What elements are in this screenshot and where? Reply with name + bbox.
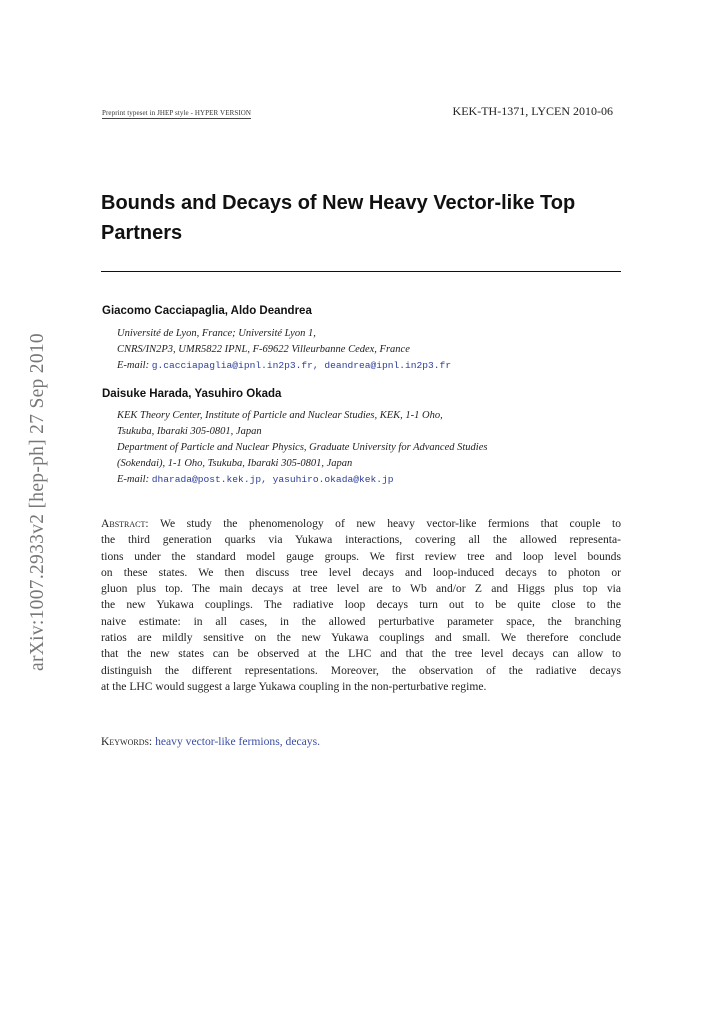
abstract-line: Abstract: We study the phenomenology of new heavy vector-like fermions that couple to [101,517,621,530]
affiliation-line: Department of Particle and Nuclear Physics, Graduate University for Advanced Studies [117,442,488,453]
affiliation-line: KEK Theory Center, Institute of Particle and Nuclear Studies, KEK, 1-1 Oho, [117,410,443,421]
email-line [117,472,617,488]
affiliation-line: Université de Lyon, France; Université Lyon 1, [117,328,316,339]
abstract-line: that the new states can be observed at the LHC and that the tree level decays can allow to [101,647,621,661]
abstract-line: distinguish the different representations. Moreover, the observation of the radiative decays [101,663,621,677]
abstract-line: ratios are mildly sensitive on the new Yukawa couplings and small. We therefore conclude [101,631,621,645]
author-names-2: Daisuke Harada, Yasuhiro Okada [102,388,282,400]
keywords [101,735,320,748]
title-rule [101,271,621,272]
title-line-1: Bounds and Decays of New Heavy Vector-like Top [101,192,576,214]
affiliation-block-2 [117,408,617,488]
title-line-2: Partners [101,222,183,244]
email-label: E-mail: [117,360,150,371]
arxiv-stamp: arXiv:1007.2933v2 [hep-ph] 27 Sep 2010 [27,333,48,671]
email-label: E-mail: [117,474,150,485]
abstract-line: tions under the standard model gauge groups. We first review tree and loop level bounds [101,549,621,563]
email-line [117,358,617,374]
paper-title [101,188,621,248]
email-link[interactable]: g.cacciapaglia@ipnl.in2p3.fr, deandrea@ipnl.in2p3.fr [151,360,452,371]
preprint-note: Preprint typeset in JHEP style - HYPER VERSION [102,109,252,117]
keywords-link[interactable]: heavy vector-like fermions, decays. [155,735,320,748]
abstract [101,516,621,695]
abstract-line: the third generation quarks via Yukawa interactions, covering all the allowed representa- [101,533,621,547]
abstract-line: the new Yukawa couplings. The radiative loop decays turn out to be quite close to the [101,598,621,612]
keywords-label: Keywords: [101,735,153,748]
author-names-1: Giacomo Cacciapaglia, Aldo Deandrea [102,305,312,317]
affiliation-line: (Sokendai), 1-1 Oho, Tsukuba, Ibaraki 305-0801, Japan [117,458,353,469]
abstract-line: at the LHC would suggest a large Yukawa coupling in the non-perturbative regime. [101,679,487,693]
abstract-line: naive estimate: in all cases, in the allowed perturbative parameter space, the branching [101,614,621,628]
report-numbers: KEK-TH-1371, LYCEN 2010-06 [452,104,613,118]
abstract-label: Abstract: [101,517,149,530]
abstract-line: gluon plus top. The main decays at tree level are to Wb and/or Z and Higgs plus top via [101,582,621,596]
abstract-line: on these states. We then discuss tree level decays and loop-induced decays to photon or [101,565,621,579]
email-link[interactable]: dharada@post.kek.jp, yasuhiro.okada@kek.jp [151,474,394,485]
affiliation-line: CNRS/IN2P3, UMR5822 IPNL, F-69622 Villeurbanne Cedex, France [117,344,410,355]
affiliation-block-1 [117,326,617,374]
affiliation-line: Tsukuba, Ibaraki 305-0801, Japan [117,426,262,437]
